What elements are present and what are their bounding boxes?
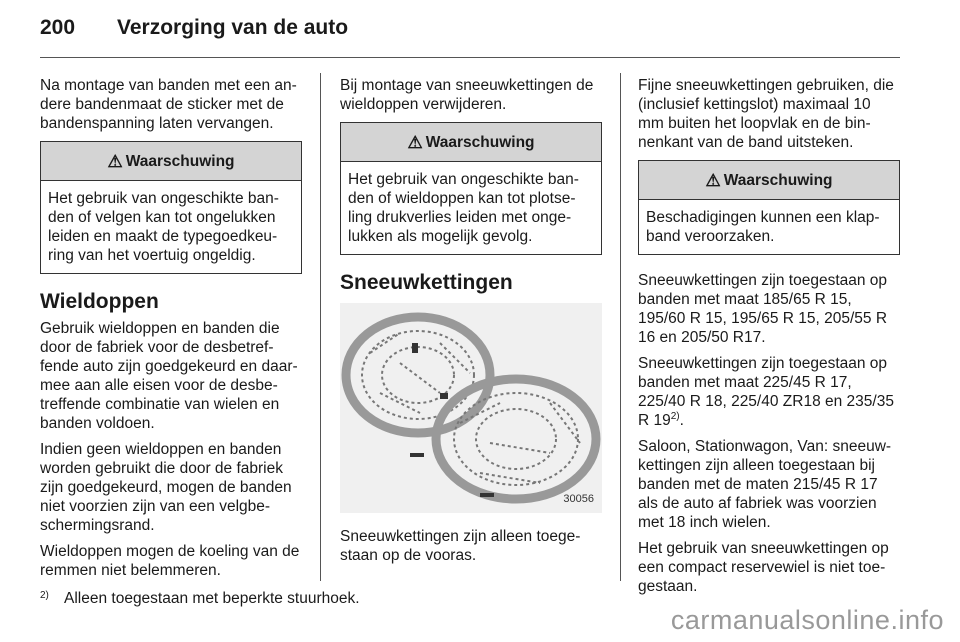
col1-intro: Na montage van banden met een an-dere bandenmaat de sticker met de bandenspanning laten vervangen. — [40, 77, 297, 132]
col1-paragraph-3: Wieldoppen mogen de koeling van de remmen niet belemmeren. — [40, 543, 300, 579]
page-title: Verzorging van de auto — [117, 16, 349, 39]
footnote-marker: 2) — [40, 590, 49, 601]
page-number: 200 — [40, 16, 76, 39]
warning-header-3 — [639, 161, 899, 200]
footnote-reference: 2) — [670, 410, 680, 422]
col3-paragraph-2-text: Sneeuwkettingen zijn toegestaan op banden met maat 225/45 R 17, 225/40 R 18, 225/40 ZR18 en 235/35 R 19 — [638, 355, 894, 429]
col3-paragraph-3: Saloon, Stationwagon, Van: sneeuw-kettingen zijn alleen toegestaan bij banden met de maten 215/45 R 17 als de auto af fabriek was voorzien met 18 inch wielen. — [638, 438, 892, 531]
column-divider-2 — [620, 73, 621, 581]
column-2 — [340, 76, 602, 572]
warning-title-3: Waarschuwing — [723, 171, 833, 189]
warning-text-2: Het gebruik van ongeschikte ban-den of wieldoppen kan tot plotse-ling drukverlies leiden met onge-lukken als mogelijk gevolg. — [348, 171, 579, 245]
watermark: carmanualsonline.info — [670, 605, 944, 635]
warning-triangle-icon: ⚠ — [705, 170, 721, 190]
col1-paragraph-1: Gebruik wieldoppen en banden die door de fabriek voor de desbetref-fende auto zijn goedgekeurd en daar-mee aan alle eisen voor de desbe-treffende combinatie van wielen en banden voldoen. — [40, 320, 298, 432]
warning-header-2 — [341, 123, 601, 162]
col3-paragraph-2 — [638, 354, 900, 430]
section-heading-wieldoppen: Wieldoppen — [40, 290, 159, 313]
col3-intro: Fijne sneeuwkettingen gebruiken, die (inclusief kettingslot) maximaal 10 mm buiten het loopvlak en de bin-nenkant van de band uitsteken. — [638, 77, 894, 151]
warning-box-2 — [340, 122, 602, 255]
section-heading-sneeuwkettingen: Sneeuwkettingen — [340, 271, 513, 294]
warning-triangle-icon: ⚠ — [407, 132, 423, 152]
warning-box-3 — [638, 160, 900, 255]
column-divider-1 — [320, 73, 321, 581]
warning-title-1: Waarschuwing — [125, 152, 235, 170]
figure-caption: Sneeuwkettingen zijn alleen toege-staan op de vooras. — [340, 528, 581, 564]
col3-paragraph-2-end: . — [679, 412, 684, 429]
footnote-text: Alleen toegestaan met beperkte stuurhoek. — [64, 590, 360, 607]
warning-text-3: Beschadigingen kunnen een klap-band veroorzaken. — [646, 209, 880, 245]
warning-triangle-icon: ⚠ — [107, 151, 123, 171]
figure-number: 30056 — [563, 493, 594, 505]
warning-header-1 — [41, 142, 301, 181]
col1-paragraph-2: Indien geen wieldoppen en banden worden gebruikt die door de fabriek zijn goedgekeurd, mogen de banden niet voorzien zijn van een velgbe-schermingsrand. — [40, 441, 292, 534]
col3-paragraph-4: Het gebruik van sneeuwkettingen op een compact reservewiel is niet toe-gestaan. — [638, 540, 889, 595]
warning-box-1 — [40, 141, 302, 274]
column-1 — [40, 76, 302, 587]
col3-paragraph-1: Sneeuwkettingen zijn toegestaan op banden met maat 185/65 R 15, 195/60 R 15, 195/65 R 15, 205/55 R 16 en 205/50 R17. — [638, 272, 888, 346]
header-divider — [40, 57, 900, 58]
warning-title-2: Waarschuwing — [425, 133, 535, 151]
warning-text-1: Het gebruik van ongeschikte ban-den of velgen kan tot ongelukken leiden en maakt de typegoedkeu-ring van het voertuig ongeldig. — [48, 190, 279, 264]
column-3 — [638, 76, 900, 603]
snow-chains-illustration — [340, 303, 602, 513]
col2-intro: Bij montage van sneeuwkettingen de wieldoppen verwijderen. — [340, 77, 594, 113]
snow-chain-icon — [340, 303, 602, 513]
